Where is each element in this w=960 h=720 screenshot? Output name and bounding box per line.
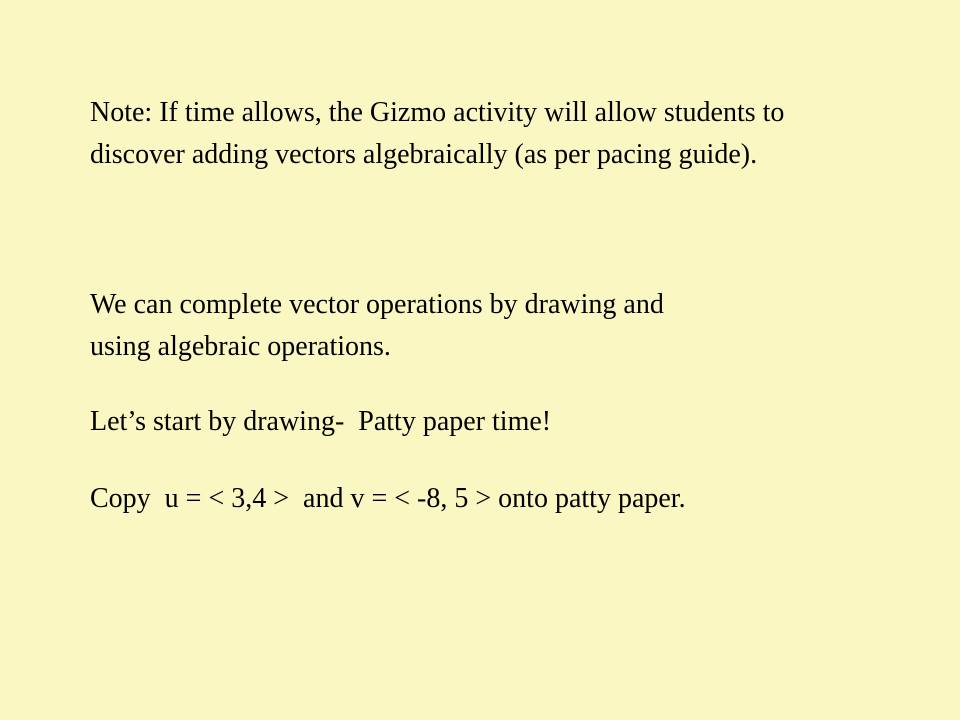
note-line-2: discover adding vectors algebraically (as per pacing guide). (90, 139, 758, 170)
body-paragraph-3: Copy u = < 3,4 > and v = < -8, 5 > onto patty paper. (90, 483, 686, 514)
body-paragraph-2: Let’s start by drawing- Patty paper time! (90, 406, 552, 437)
body-paragraph-1-line-1: We can complete vector operations by drawing and (90, 289, 664, 320)
note-line-1: Note: If time allows, the Gizmo activity will allow students to (90, 97, 785, 128)
body-paragraph-1-line-2: using algebraic operations. (90, 331, 391, 362)
